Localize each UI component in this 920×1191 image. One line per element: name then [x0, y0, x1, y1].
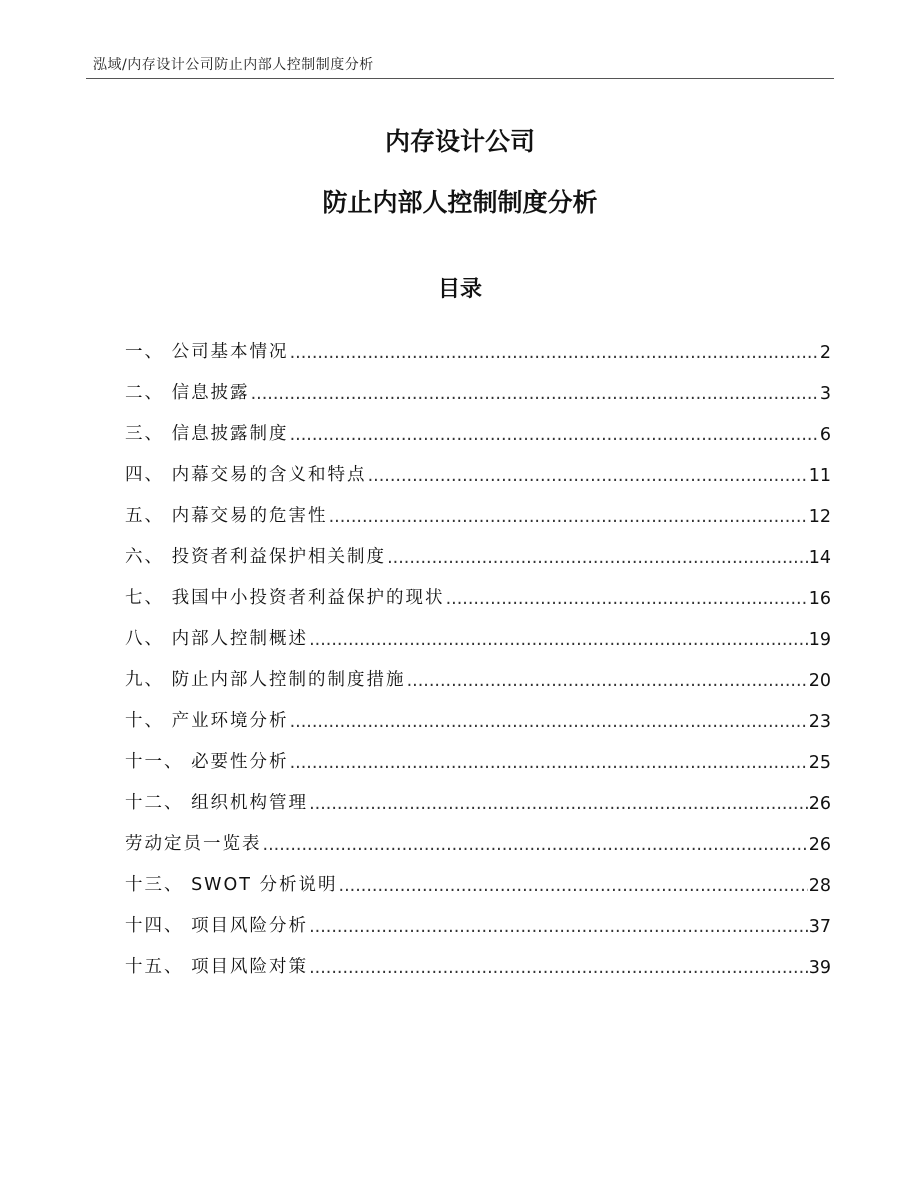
toc-entry-label: 四、 内幕交易的含义和特点	[125, 465, 367, 485]
toc-leader-dots	[339, 876, 808, 896]
toc-entry-page: 26	[808, 835, 831, 855]
toc-entry-label: 十五、 项目风险对策	[125, 957, 309, 977]
toc-entry-label: 六、 投资者利益保护相关制度	[125, 547, 387, 567]
toc-leader-dots	[290, 753, 808, 773]
toc-entry-page: 20	[808, 671, 831, 691]
toc-leader-dots	[251, 384, 819, 404]
toc-entry-label: 十三、 SWOT 分析说明	[125, 875, 338, 895]
toc-leader-dots	[368, 466, 808, 486]
toc-entry[interactable]	[125, 650, 831, 691]
toc-entry[interactable]	[125, 404, 831, 445]
toc-entry-page: 37	[808, 917, 831, 937]
toc-entry-page: 39	[808, 958, 831, 978]
toc-leader-dots	[309, 794, 808, 814]
toc-entry-page: 11	[808, 466, 831, 486]
toc-leader-dots	[290, 425, 819, 445]
toc-entry-label: 十、 产业环境分析	[125, 711, 289, 731]
toc-entry-page: 6	[819, 425, 831, 445]
toc-entry-label: 九、 防止内部人控制的制度措施	[125, 670, 406, 690]
toc-entry[interactable]	[125, 568, 831, 609]
header-divider	[86, 78, 834, 79]
toc-leader-dots	[446, 589, 808, 609]
toc-entry[interactable]	[125, 445, 831, 486]
toc-leader-dots	[290, 712, 808, 732]
toc-entry-label: 一、 公司基本情况	[125, 342, 289, 362]
toc-leader-dots	[309, 917, 808, 937]
toc-entry[interactable]	[125, 363, 831, 404]
toc-heading: 目录	[437, 277, 482, 302]
toc-entry[interactable]	[125, 322, 831, 363]
toc-entry-label: 十一、 必要性分析	[125, 752, 289, 772]
table-of-contents	[125, 322, 831, 978]
toc-entry-page: 19	[808, 630, 831, 650]
toc-entry-page: 2	[819, 343, 831, 363]
toc-entry-label: 十四、 项目风险分析	[125, 916, 309, 936]
toc-leader-dots	[263, 835, 808, 855]
toc-entry-page: 12	[808, 507, 831, 527]
toc-entry[interactable]	[125, 773, 831, 814]
toc-entry[interactable]	[125, 896, 831, 937]
toc-leader-dots	[309, 630, 808, 650]
toc-entry-page: 3	[819, 384, 831, 404]
toc-entry[interactable]	[125, 527, 831, 568]
toc-entry[interactable]	[125, 855, 831, 896]
toc-entry-page: 26	[808, 794, 831, 814]
toc-entry-page: 14	[808, 548, 831, 568]
toc-entry-page: 16	[808, 589, 831, 609]
toc-entry-page: 28	[808, 876, 831, 896]
toc-entry-label: 劳动定员一览表	[125, 834, 262, 854]
toc-entry[interactable]	[125, 732, 831, 773]
toc-entry-page: 23	[808, 712, 831, 732]
document-title-line2: 防止内部人控制制度分析	[322, 188, 598, 217]
toc-entry-label: 八、 内部人控制概述	[125, 629, 309, 649]
toc-entry-label: 三、 信息披露制度	[125, 424, 289, 444]
toc-entry[interactable]	[125, 609, 831, 650]
toc-entry[interactable]	[125, 814, 831, 855]
toc-entry[interactable]	[125, 486, 831, 527]
toc-entry-label: 五、 内幕交易的危害性	[125, 506, 328, 526]
toc-leader-dots	[387, 548, 808, 568]
document-title-line1: 内存设计公司	[384, 127, 535, 156]
toc-leader-dots	[290, 343, 819, 363]
toc-leader-dots	[407, 671, 808, 691]
toc-entry-label: 十二、 组织机构管理	[125, 793, 309, 813]
toc-entry-label: 二、 信息披露	[125, 383, 250, 403]
toc-entry[interactable]	[125, 691, 831, 732]
toc-entry[interactable]	[125, 937, 831, 978]
toc-entry-page: 25	[808, 753, 831, 773]
toc-entry-label: 七、 我国中小投资者利益保护的现状	[125, 588, 445, 608]
toc-leader-dots	[329, 507, 808, 527]
page-header: 泓域/内存设计公司防止内部人控制制度分析	[93, 57, 374, 73]
toc-leader-dots	[309, 958, 808, 978]
